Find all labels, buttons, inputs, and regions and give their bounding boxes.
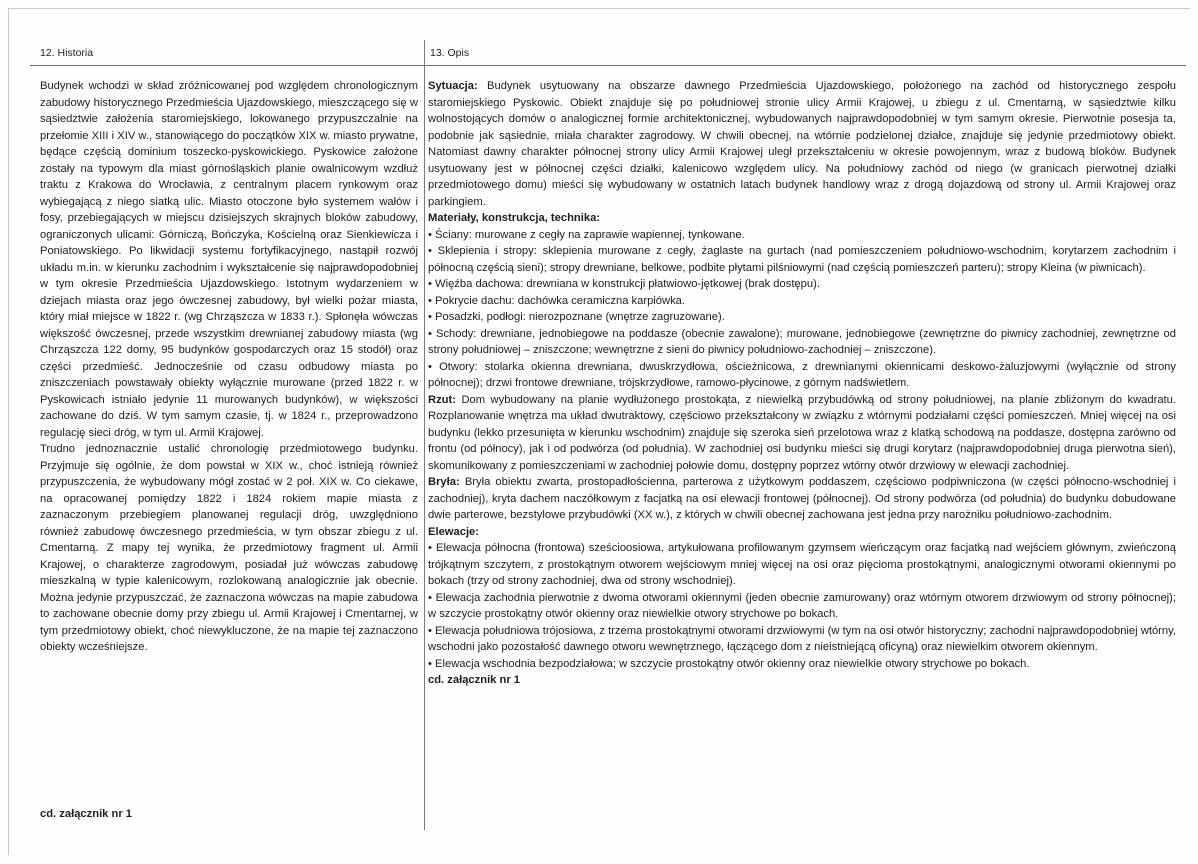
materialy-item: • Ściany: murowane z cegły na zaprawie wapiennej, tynkowane. (428, 228, 745, 241)
opis-column (428, 78, 1176, 689)
materialy-item: • Otwory: stolarka okienna drewniana, dwuskrzydłowa, ościeżnicowa, z drewnianymi okiennicami deskowo-żaluzjowymi (wyłącznie od strony północnej); drzwi frontowe drewniane, trójskrzydłowe, ramowo-płycinowe, z górnym nadświetlem. (428, 360, 1176, 389)
elewacje-item: • Elewacja zachodnia pierwotnie z dwoma otworami okiennymi (jeden obecnie zamurowany) oraz wtórnym otworem drzwiowym od strony północnej); w szczycie prostokątny otwór okienny oraz niewielkie otwory strychowe po bokach. (428, 591, 1176, 620)
materialy-item: • Posadzki, podłogi: nierozpoznane (wnętrze zagruzowane). (428, 311, 725, 323)
materialy-item: • Schody: drewniane, jednobiegowe na poddasze (obecnie zawalone); murowane, jednobiegowe (zewnętrzne do piwnicy zachodniej, zewnętrzne od strony południowej – zniszczone; wewnętrzne z sieni do piwnicy południowo-zachodniej – zniszczone). (428, 327, 1176, 356)
elewacje-item: • Elewacja północna (frontowa) sześcioosiowa, artykułowana profilowanym gzymsem wieńczącym oraz facjatką nad wejściem głównym, zwieńczoną trójkątnym szczytem, z prostokątnym otworem wejściowym mniej więcej na osi oraz pięcioma prostokątnymi, analogicznymi otworami okiennymi po bokach (trzy od strony zachodniej, dwa od strony wschodniej). (428, 542, 1176, 587)
rzut-paragraph (428, 392, 1176, 475)
opis-footer: cd. załącznik nr 1 (428, 674, 521, 686)
section-title-opis: 13. Opis (430, 47, 470, 59)
bryla-paragraph (428, 474, 1176, 524)
sytuacja-label: Sytuacja: (428, 80, 478, 92)
elewacje-item: • Elewacja południowa trójosiowa, z trzema prostokątnymi otworami drzwiowymi (w tym na osi otwór historyczny; zachodni najprawdopodobniej wtórny, wschodni jako pozostałość dawnego otworu wewnętrznego, łączącego dom z nieistniejącą oficyną) oraz niewielkim otworem okiennym. (428, 624, 1176, 653)
elewacje-item: • Elewacja wschodnia bezpodziałowa; w szczycie prostokątny otwór okienny oraz niewielkie otwory strychowe po bokach. (428, 657, 1030, 670)
bryla-label: Bryła: (428, 476, 460, 488)
materialy-item: • Więźba dachowa: drewniana w konstrukcji płatwiowo-jętkowej (brak dostępu). (428, 278, 820, 290)
materialy-heading: Materiały, konstrukcja, technika: (428, 212, 601, 224)
column-divider (424, 40, 425, 830)
rzut-label: Rzut: (428, 393, 456, 406)
historia-paragraph-2: Trudno jednoznacznie ustalić chronologię przedmiotowego budynku. Przyjmuje się ogólnie, że dom powstał w XIX w., choć istnieją również przypuszczenia, że wybudowany mógł zostać w 2 poł. XIX w. Co ciekawe, na opracowanej pomiędzy 1822 i 1824 rokiem mapie miasta z zaznaczonym przebiegiem planowanej regulacji dróg, uwzględniono również zabudowę ówczesnego przedmieścia, w tym obszar zbiegu z ul. Cmentarną. Z mapy tej wynika, że przedmiotowy fragment ul. Armii Krajowej, o charakterze zagrodowym, posiadał już wówczas zabudowę mieszkalną w typie kalenicowym, rozlokowaną analogicznie jak obecnie. Można jedynie przypuszczać, że zaznaczona wówczas na mapie zabudowa to zachowane obecnie domy przy zbiegu ul. Armii Krajowej i Cmentarnej, w tym przedmiotowy obiekt, choć niewykluczone, że na mapie tej zaznaczono obiekty wcześniejsze. (40, 443, 418, 653)
section-title-historia: 12. Historia (40, 47, 94, 59)
materialy-item: • Pokrycie dachu: dachówka ceramiczna karpiówka. (428, 294, 685, 307)
historia-column (40, 78, 418, 656)
materialy-item: • Sklepienia i stropy: sklepienia murowane z cegły, żaglaste na gurtach (nad pomieszczeniem południowo-wschodnim, korytarzem zachodnim i północną częścią sieni); stropy drewniane, belkowe, podbite płytami pilśniowymi (nad częścią pomieszczeń parteru); stropy Kleina (w piwnicach). (428, 245, 1176, 274)
sytuacja-paragraph (428, 78, 1176, 210)
elewacje-heading: Elewacje: (428, 525, 479, 538)
historia-footer: cd. załącznik nr 1 (40, 808, 133, 820)
rzut-text: Dom wybudowany na planie wydłużonego prostokąta, z niewielką przybudówką od strony południowej, na planie zbliżonym do kwadratu. Rozplanowanie wnętrza ma układ dwutraktowy, częściowo przekształcony w związku z wtórnymi podziałami części pomieszczeń. Mniej więcej na osi budynku (lekko przesunięta w kierunku wschodnim) znajduje się szeroka sień przelotowa wraz z klatką schodową na poddasze, dostępna zarówno od frontu (od północy), jak i od podwórza (od południa). W zachodniej osi budynku mieści się drugi korytarz (najprawdopodobniej druga pierwotna sień), skomunikowany z pomieszczeniami w zachodniej połowie domu, dostępny poprzez wtórny otwór drzwiowy w elewacji zachodniej. (428, 393, 1176, 472)
historia-paragraph-1: Budynek wchodzi w skład zróżnicowanej pod względem chronologicznym zabudowy historycznego Przedmieścia Ujazdowskiego, mieszczącego się w sąsiedztwie założenia staromiejskiego, lokowanego przypuszczalnie na przełomie XIII i XIV w., stanowiącego do początków XIX w. miasto prywatne, będące częścią dominium toszecko-pyskowickiego. Pyskowice założone zostały na typowym dla miast górnośląskich planie owalnicowym wzdłuż traktu z Krakowa do Wrocławia, z centralnym placem rynkowym oraz wybiegającą z niego siatką ulic. Miasto otoczone było systemem wałów i fosy, przebiegających w miejscu dzisiejszych skrajnych bloków zabudowy, ograniczonych ulicami: Górniczą, Bończyka, Kościelną oraz Sienkiewicza i Poniatowskiego. Po likwidacji systemu fortyfikacyjnego, nastąpił rozwój układu m.in. w kierunku zachodnim i wykształcenie się najprawdopodobniej w tym okresie Przedmieścia Ujazdowskiego. Istotnym wydarzeniem w dziejach miasta oraz jego ówczesnej zabudowy, był wielki pożar miasta, który miał miejsce w 1822 r. (wg Chrząszcza w 1833 r.). Spłonęła wówczas większość ówczesnej, przede wszystkim drewnianej zabudowy miasta (wg Chrząszcza 122 domy, 95 budynków gospodarczych oraz 15 stodół) oraz części przedmieść. Jednocześnie od czasu odbudowy miasta po zniszczeniach powstawały obiekty wyłącznie murowane (przed 1822 r. w Pyskowicach istniało jedynie 11 murowanych budynków), w większości zachowane do dziś. W tym samym czasie, tj. w 1824 r., przeprowadzono regulację sieci dróg, w tym ul. Armii Krajowej. (40, 80, 418, 439)
bryla-text: Bryła obiektu zwarta, prostopadłościenna, parterowa z użytkowym poddaszem, częściowo podpiwniczona (w części północno-wschodniej i zachodniej), kryta dachem naczółkowym z facjatką na osi elewacji frontowej (północnej). Od strony podwórza (od południa) do budynku dobudowane dwie parterowe, bezstylowe przybudówki (XX w.), z których w chwili obecnej zachowana jest jedna przy narożniku południowo-zachodnim. (428, 476, 1176, 521)
sytuacja-text: Budynek usytuowany na obszarze dawnego Przedmieścia Ujazdowskiego, położonego na zachód od historycznego zespołu staromiejskiego Pyskowic. Obiekt znajduje się po południowej stronie ulicy Armii Krajowej, u zbiegu z ul. Cmentarną, w sąsiedztwie kilku wolnostojących domów o analogicznej formie architektonicznej, wybudowanych najprawdopodobniej w tym samym okresie. Pierwotnie posesja ta, podobnie jak sąsiednie, miała charakter zagrodowy. W chwili obecnej, na wtórnie podzielonej działce, znajduje się jedynie przedmiotowy obiekt. Natomiast dawny charakter północnej strony ulicy Armii Krajowej uległ przekształceniu w okresie powojennym, wraz z budową bloków. Budynek usytuowany jest w północnej części działki, kalenicowo względem ulicy. Na południowy zachód od niego (w granicach pierwotnej działki przedmiotowego domu) mieści się wybudowany w ostatnich latach budynek handlowy wraz z drogą dojazdową od strony ul. Armii Krajowej oraz parkingiem. (428, 80, 1176, 208)
header-rule (30, 65, 1186, 66)
